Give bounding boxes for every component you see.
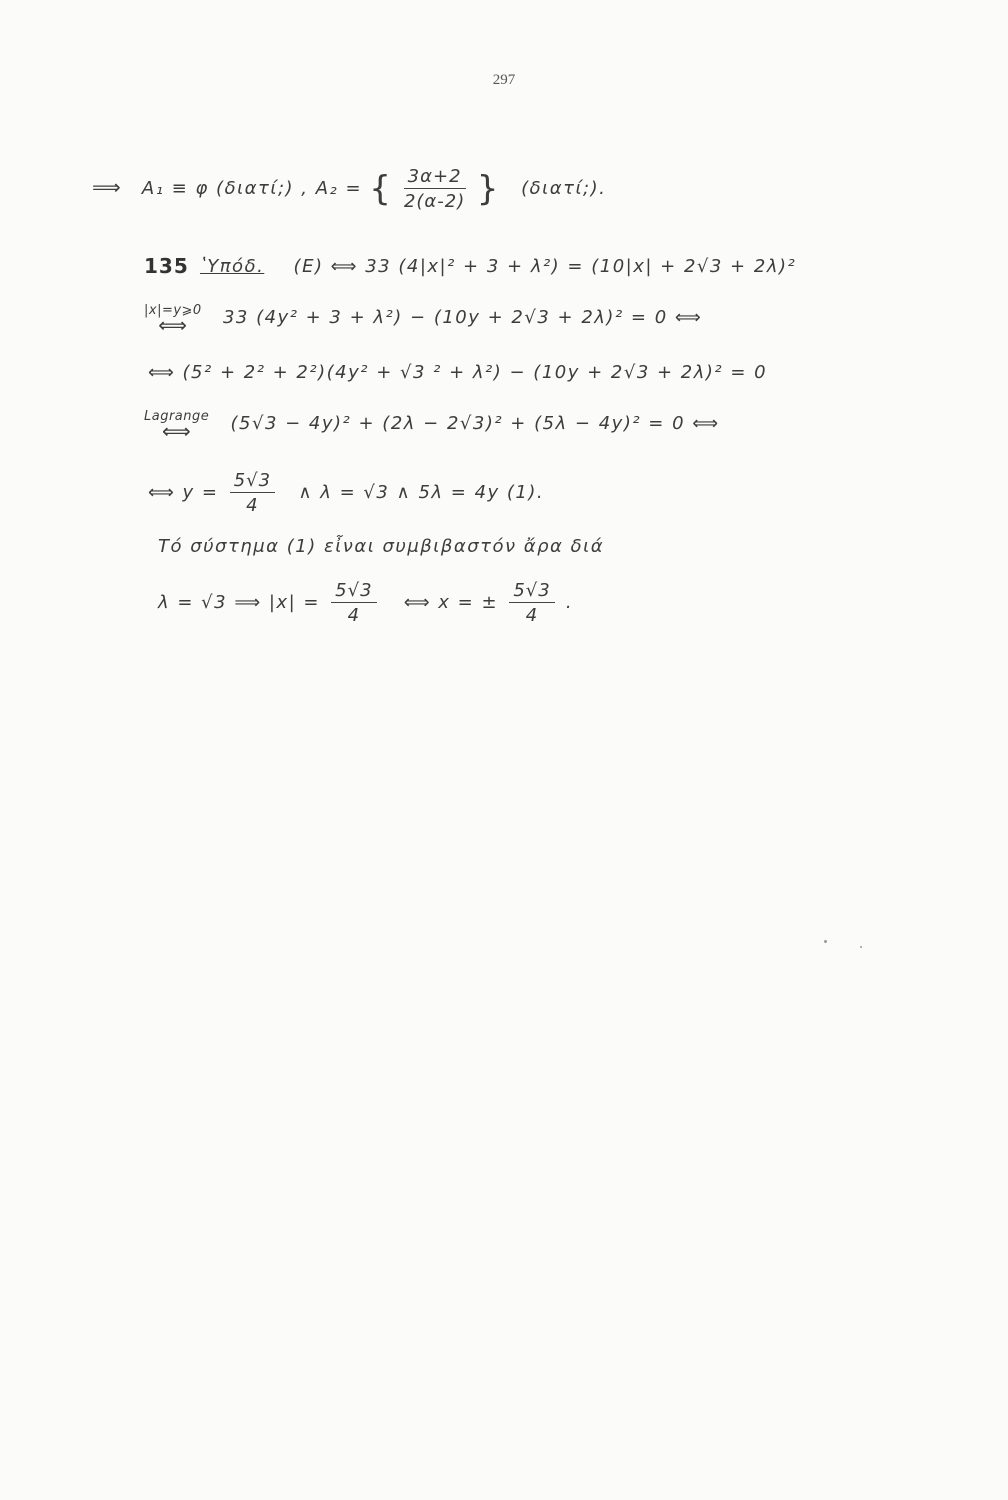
lagrange-arrow: [144, 409, 210, 443]
right-brace: }: [476, 169, 500, 209]
fraction-abs-x: [331, 580, 376, 626]
fraction-denominator: 4: [347, 605, 361, 626]
scan-speck: [860, 946, 862, 948]
equation-e: (Ε) ⟺ 33 (4|x|² + 3 + λ²) = (10|x| + 2√3 + 2λ)²: [293, 256, 797, 277]
solution-y-text: ⟺ y =: [148, 482, 219, 503]
solution-lambda-text: ∧ λ = √3 ∧ 5λ = 4y (1).: [298, 482, 545, 503]
final-period: .: [565, 592, 574, 613]
fraction-y: [230, 470, 275, 516]
hint-label: ʽΥπόδ.: [200, 256, 265, 277]
sets-text: A₁ ≡ φ (διατί;) , A₂ =: [141, 178, 363, 199]
fraction-denominator: 4: [246, 495, 259, 516]
line-substitution: [144, 303, 703, 337]
equation-y: 33 (4y² + 3 + λ²) − (10y + 2√3 + 2λ)² = 0 ⟺: [222, 307, 703, 328]
fraction-numerator: 5√3: [230, 470, 275, 493]
equation-expanded: ⟺ (5² + 2² + 2²)(4y² + √3 ² + λ²) − (10y + 2√3 + 2λ)² = 0: [148, 362, 768, 383]
substitution-label: |x|=y⩾0: [144, 303, 202, 318]
fraction-a2: [404, 166, 466, 212]
line-compatible: [158, 536, 604, 557]
compatible-text: Τό σύστημα (1) εἶναι συμβιβαστόν ἄρα διά: [158, 536, 605, 557]
line-final: [158, 580, 573, 626]
double-arrow-icon: ⟺: [158, 313, 188, 337]
problem-number: 135: [144, 254, 189, 278]
line-cauchy: [148, 362, 767, 383]
line-solution: [148, 470, 544, 516]
fraction-x: [509, 580, 554, 626]
final-text-1: λ = √3 ⟹ |x| =: [158, 592, 320, 613]
lagrange-label: Lagrange: [144, 409, 210, 424]
why-text: (διατί;).: [521, 178, 607, 199]
equation-squares: (5√3 − 4y)² + (2λ − 2√3)² + (5λ − 4y)² = 0 ⟺: [230, 413, 720, 434]
double-arrow-icon: ⟺: [162, 419, 192, 443]
fraction-numerator: 3α+2: [404, 166, 466, 189]
fraction-numerator: 5√3: [509, 580, 554, 603]
page-number: 297: [492, 72, 516, 88]
fraction-denominator: 4: [525, 605, 539, 626]
fraction-numerator: 5√3: [331, 580, 376, 603]
line-hypothesis: [200, 256, 796, 277]
line-sets: [92, 166, 606, 212]
left-brace: {: [369, 169, 393, 209]
fraction-denominator: 2(α-2): [403, 191, 466, 212]
substitution-arrow: [144, 303, 202, 337]
line-lagrange: [144, 409, 720, 443]
scan-speck: [824, 940, 827, 943]
final-text-2: ⟺ x = ±: [403, 592, 499, 613]
implies-arrow: ⟹: [92, 175, 121, 199]
